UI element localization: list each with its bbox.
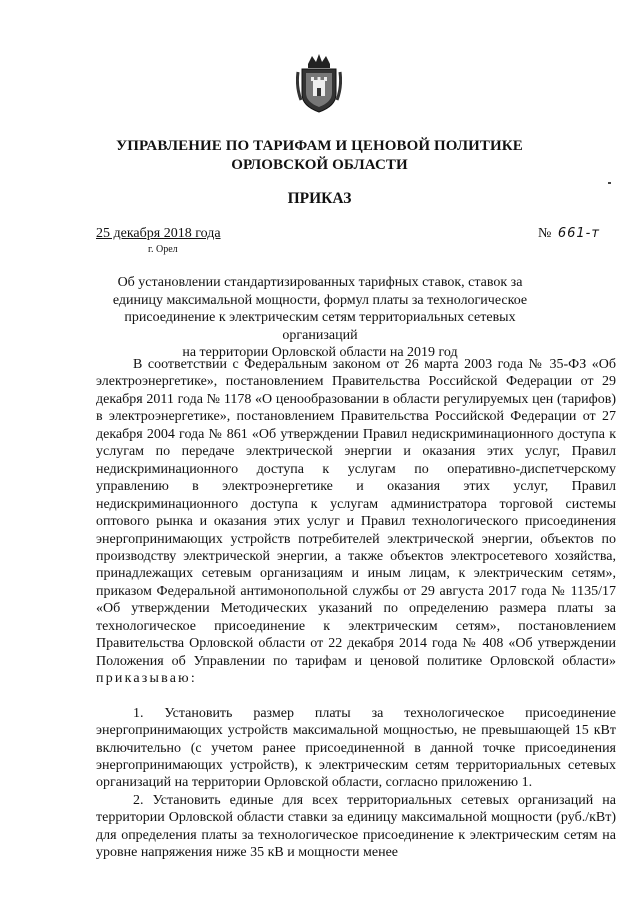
order-date: 25 декабря 2018 года [96,226,221,241]
handwritten-number: 661-т [557,226,600,241]
subject-line3: присоединение к электрическим сетям территориальных сетевых организаций [124,310,516,343]
document-type-title: ПРИКАЗ [287,190,352,207]
order-subject [110,274,530,362]
order-city: г. Орел [148,244,178,255]
subject-line4: на территории Орловской области на 2019 год [182,345,458,361]
preamble-paragraph [96,356,616,688]
number-sign: № [538,226,552,241]
coat-of-arms-emblem [296,52,342,114]
order-body [96,356,616,862]
organization-name-line2: ОРЛОВСКОЙ ОБЛАСТИ [231,157,408,173]
order-number [538,226,600,242]
item-1-paragraph: 1. Установить размер платы за технологическое присоединение энергопринимающих устройств максимальной мощностью, не превышающей 15 кВт включительно (с учетом ранее присоединенной в данной точке присоединения энергопринимающих устройств), к электрическим сетям территориальных сетевых организаций на территории Орловской области, согласно приложению 1. [96,705,616,791]
subject-line2: единицу максимальной мощности, формул платы за технологическое [112,292,528,308]
scan-speck [608,182,611,184]
item-2-paragraph: 2. Установить единые для всех территориальных сетевых организаций на территории Орловской области ставки за единицу максимальной мощности (руб./кВт) для определения платы за технологическое присоединение к электрическим сетям на уровне напряжения ниже 35 кВ и мощности менее [96,792,616,861]
subject-line1: Об установлении стандартизированных тарифных ставок, ставок за [117,275,523,290]
order-word: приказываю: [96,671,197,687]
preamble-text: В соответствии с Федеральным законом от 26 марта 2003 года № 35-ФЗ «Об электроэнергетике», постановлением Правительства Российской Федерации от 29 декабря 2011 года № 1178 «О ценообразовании в области регулируемых цен (тарифов) в электроэнергетике», постановлением Правительства Российской Федерации от 27 декабря 2004 года № 861 «Об утверждении Правил недискриминационного доступа к услугам по передаче электрической энергии и оказания этих услуг, Правил недискриминационного доступа к услугам по оперативно-диспетчерскому управлению в электроэнергетике и оказания этих услуг, Правил недискриминационного доступа к услугам администратора торговой системы оптового рынка и оказания этих услуг и Правил технологического присоединения энергопринимающих устройств потребителей электрической энергии, объектов по производству электрической энергии, а также объектов электросетевого хозяйства, принадлежащих сетевым организациям и иным лицам, к электрическим сетям», приказом Федеральной антимонопольной службы от 29 августа 2017 года № 1135/17 «Об утверждении Методических указаний по определению размера платы за технологическое присоединение к электрическим сетям», постановлением Правительства Орловской области от 22 декабря 2014 года № 408 «Об утверждении Положения об Управлении по тарифам и ценовой политике Орловской области» [96,357,616,669]
organization-name [0,137,639,175]
organization-name-line1: УПРАВЛЕНИЕ ПО ТАРИФАМ И ЦЕНОВОЙ ПОЛИТИКЕ [116,138,523,154]
